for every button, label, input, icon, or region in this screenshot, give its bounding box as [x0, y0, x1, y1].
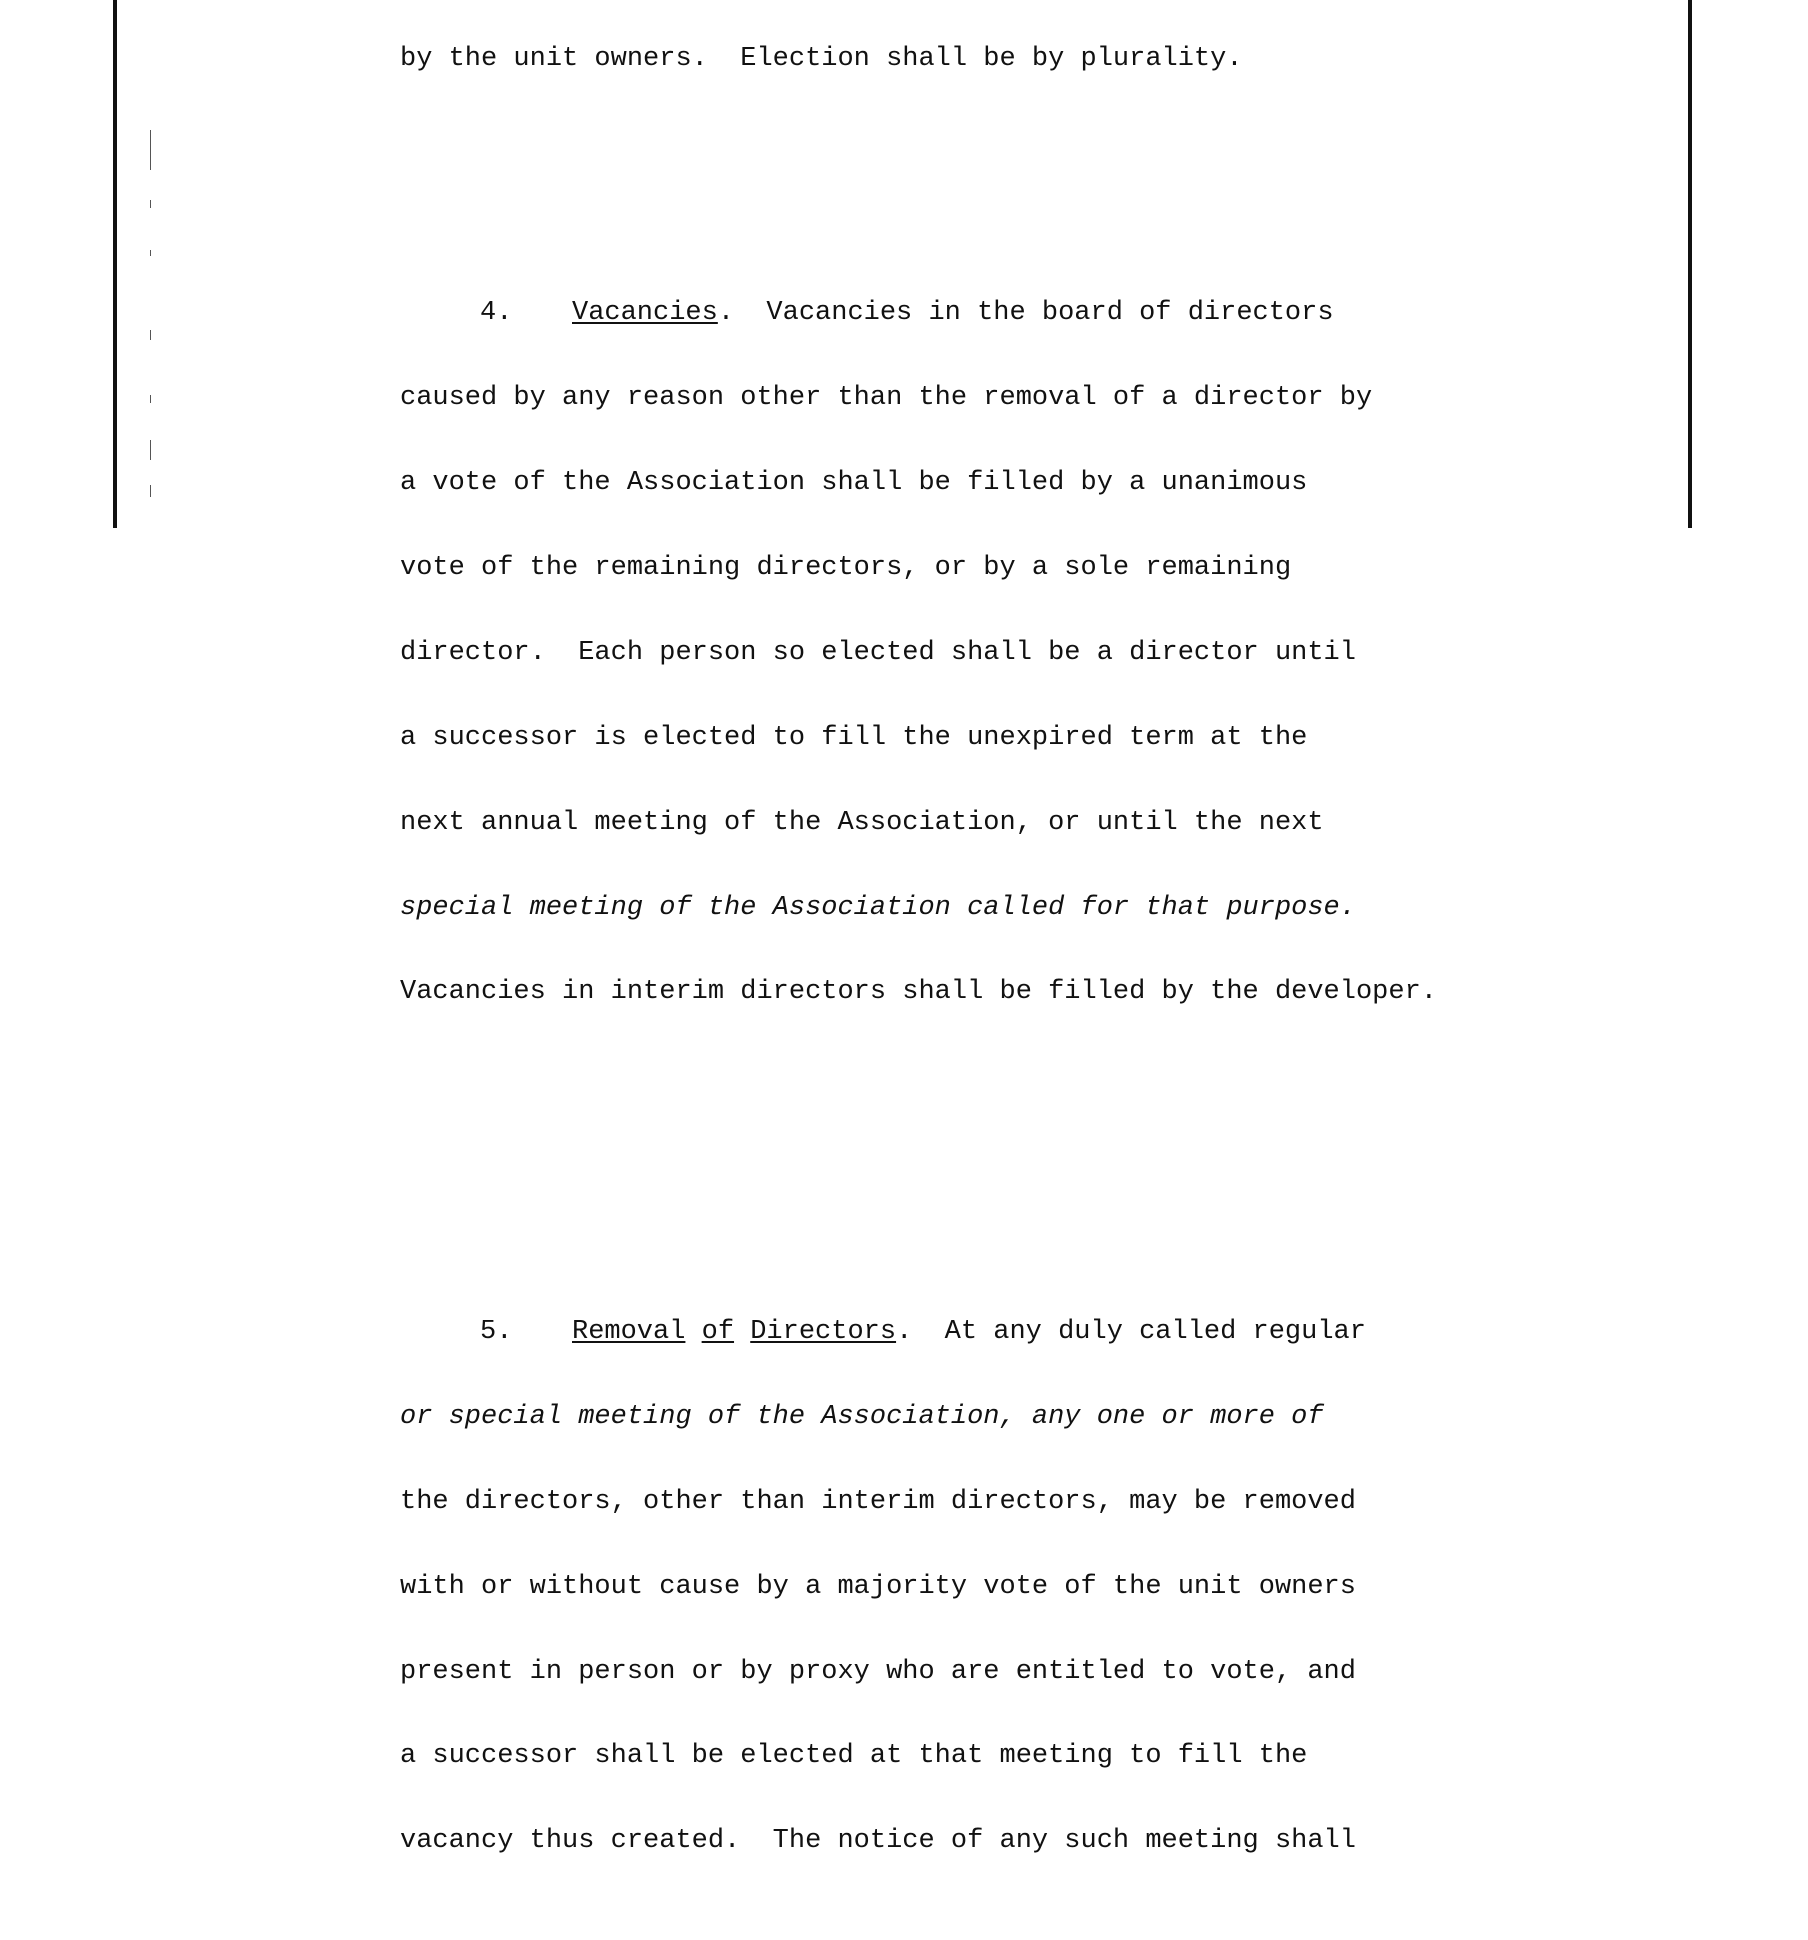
section-text-line: caused by any reason other than the removal of a director by — [400, 383, 1373, 414]
section-text-line: vote of the remaining directors, or by a sole remaining — [400, 552, 1292, 583]
margin-mark — [150, 200, 151, 208]
margin-mark — [150, 395, 151, 403]
page-border-right — [1688, 0, 1692, 528]
top-line: by the unit owners. Election shall be by plurality. — [400, 43, 1243, 74]
section-text-line: a successor is elected to fill the unexpired term at the — [400, 722, 1308, 753]
section-text-line: next annual meeting of the Association, or until the next — [400, 807, 1324, 838]
section-number: 5. — [480, 1316, 513, 1347]
section-number: 4. — [480, 298, 513, 329]
section-heading-line: 5. Removal of Directors. At any duly called regular — [480, 1316, 1366, 1347]
section-heading-word: Directors — [750, 1316, 897, 1347]
section-text-line: vacancy thus created. The notice of any such meeting shall — [400, 1826, 1356, 1857]
margin-mark — [150, 250, 151, 256]
section-text-line: director. Each person so elected shall be a director until — [400, 637, 1356, 668]
section-text-line: Vacancies in interim directors shall be filled by the developer. — [400, 977, 1437, 1008]
section-heading-word: of — [701, 1316, 735, 1347]
paragraph-gap — [400, 129, 1670, 157]
section-heading-line: 4. Vacancies. Vacancies in the board of directors — [480, 298, 1334, 329]
paragraph-gap — [400, 1148, 1670, 1176]
section-text-line: a vote of the Association shall be filled by a unanimous — [400, 468, 1308, 499]
margin-mark — [150, 330, 151, 340]
section-text-line: or special meeting of the Association, any one or more of — [400, 1401, 1324, 1432]
section-removal-of-directors — [400, 1261, 1670, 1912]
section-heading: Vacancies — [572, 298, 718, 329]
section-text-line: with or without cause by a majority vote of the unit owners — [400, 1571, 1356, 1602]
section-vacancies — [400, 243, 1670, 1064]
section-text-line: Vacancies in the board of directors — [734, 298, 1334, 329]
page-border-left — [113, 0, 117, 528]
margin-mark — [150, 440, 151, 460]
section-text-line: the directors, other than interim directors, may be removed — [400, 1486, 1356, 1517]
section-text-line: present in person or by proxy who are entitled to vote, and — [400, 1656, 1356, 1687]
margin-mark — [150, 485, 151, 497]
section-text-line: special meeting of the Association called for that purpose. — [400, 892, 1356, 923]
section-heading-word: Removal — [572, 1316, 686, 1347]
section-text-line: At any duly called regular — [912, 1316, 1366, 1347]
document-page — [400, 0, 1670, 1940]
section-text-line: a successor shall be elected at that meeting to fill the — [400, 1741, 1308, 1772]
margin-mark — [150, 130, 151, 170]
